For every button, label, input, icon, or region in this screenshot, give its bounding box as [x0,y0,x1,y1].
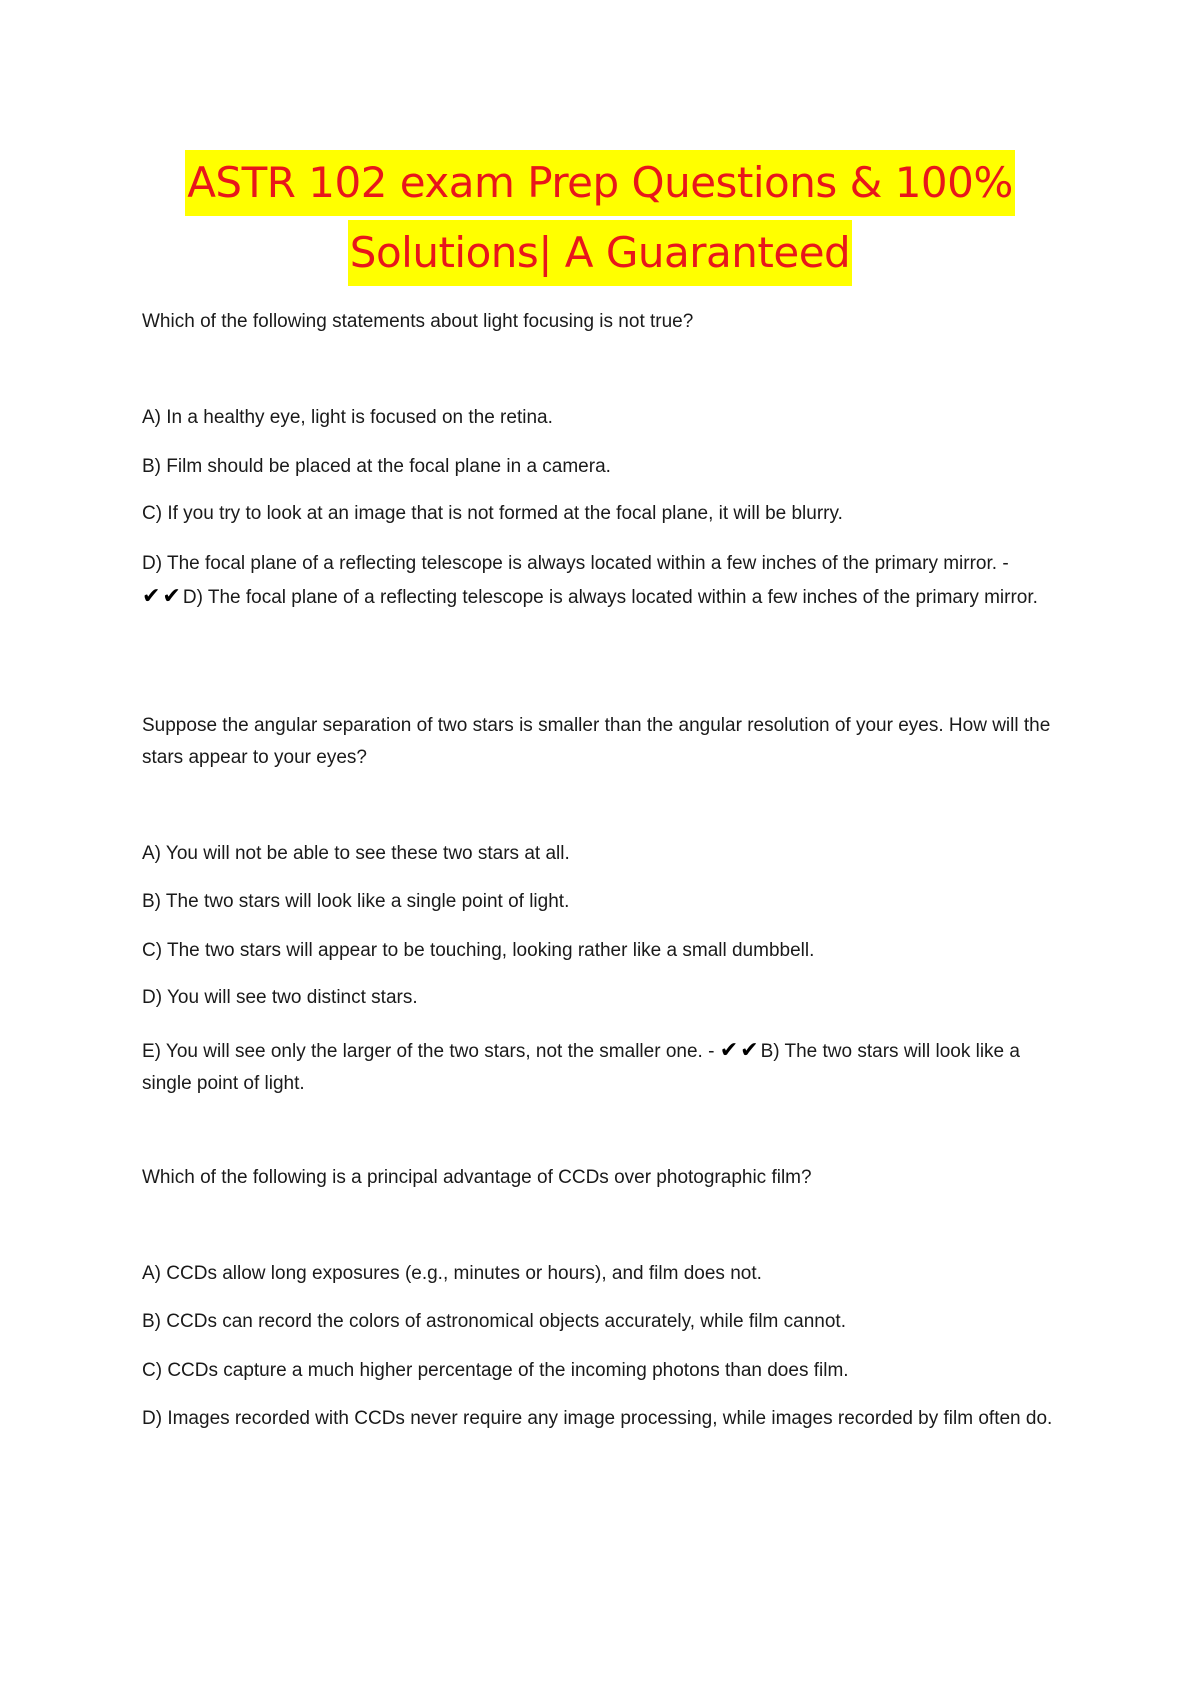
double-check-icon: ✔✔ [142,583,183,608]
option-text: C) If you try to look at an image that is not formed at the focal plane, it will be blurry. [142,503,843,524]
document-title [140,150,1060,290]
question-3-prompt [142,1162,1066,1194]
option-text: B) The two stars will look like a single point of light. [142,891,570,912]
option-text: B) Film should be placed at the focal plane in a camera. [142,456,611,477]
question-2-option-c [142,935,1066,967]
question-3-option-a [142,1258,1066,1290]
question-text: Which of the following statements about light focusing is not true? [142,311,694,332]
question-1-option-a [142,402,1066,434]
option-text: A) CCDs allow long exposures (e.g., minutes or hours), and film does not. [142,1263,762,1284]
option-text: A) In a healthy eye, light is focused on the retina. [142,407,553,428]
double-check-icon: ✔✔ [719,1037,761,1062]
option-text: E) You will see only the larger of the two stars, not the smaller one. - [142,1041,715,1062]
question-1-option-d-answer [142,548,1066,614]
option-text: C) The two stars will appear to be touching, looking rather like a small dumbbell. [142,940,815,961]
option-text: C) CCDs capture a much higher percentage of the incoming photons than does film. [142,1360,849,1381]
option-text: A) You will not be able to see these two stars at all. [142,843,570,864]
question-text: Which of the following is a principal advantage of CCDs over photographic film? [142,1167,812,1188]
option-text: B) CCDs can record the colors of astronomical objects accurately, while film cannot. [142,1311,846,1332]
question-2-prompt [142,710,1066,774]
question-1-option-b [142,451,1066,483]
answer-text: D) The focal plane of a reflecting telescope is always located within a few inches of the primary mirror. [182,587,1038,608]
question-3-option-d [142,1403,1066,1435]
option-text: D) The focal plane of a reflecting telescope is always located within a few inches of the primary mirror. - [142,553,1009,574]
question-3-option-c [142,1355,1066,1387]
option-text: D) Images recorded with CCDs never require any image processing, while images recorded by film often do. [142,1408,1053,1429]
question-1-prompt [142,306,1066,338]
option-with-answer [142,1034,1066,1100]
option-with-answer [142,548,1066,614]
question-2-option-b [142,886,1066,918]
question-2-option-a [142,838,1066,870]
option-text: D) You will see two distinct stars. [142,987,418,1008]
question-1-option-c [142,498,1066,530]
question-2-option-e-answer [142,1034,1066,1100]
question-3-option-b [142,1306,1066,1338]
answer-text: B) The two stars will look like a single point of light. [142,1041,1020,1094]
title-line-1: ASTR 102 exam Prep Questions & 100% [185,150,1015,216]
title-line-2: Solutions| A Guaranteed [348,220,852,286]
question-text: Suppose the angular separation of two stars is smaller than the angular resolution of your eyes. How will the stars appear to your eyes? [142,715,1051,768]
question-2-option-d [142,982,1066,1014]
